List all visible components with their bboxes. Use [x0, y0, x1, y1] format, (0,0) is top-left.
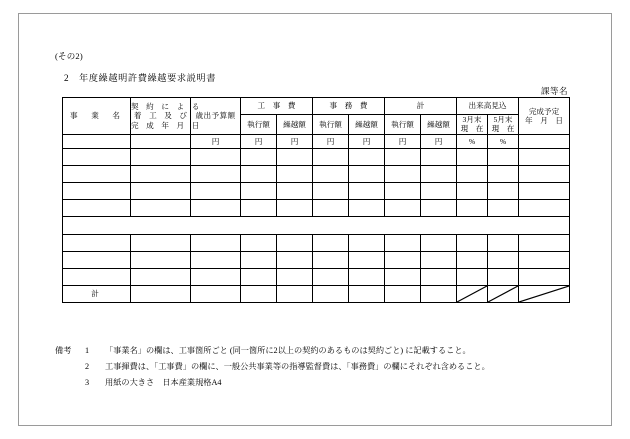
table-row[interactable]	[63, 165, 570, 182]
header-progress-estimate: 出来高見込	[457, 98, 519, 115]
cell-office-carryover[interactable]	[349, 251, 385, 268]
cell-plan[interactable]	[519, 199, 570, 216]
cell-contract[interactable]	[131, 148, 191, 165]
cell-office-execution[interactable]	[313, 199, 349, 216]
cell-office-execution[interactable]	[313, 234, 349, 251]
cell-budget[interactable]	[191, 182, 241, 199]
unit-march-end: %	[457, 134, 488, 148]
header-completion-plan-title: 完成予定	[528, 106, 560, 116]
cell-office-carryover[interactable]	[349, 148, 385, 165]
table-row[interactable]	[63, 199, 570, 216]
cell-construction-execution[interactable]	[241, 165, 277, 182]
cell-march-end[interactable]	[457, 165, 488, 182]
cell-budget[interactable]	[191, 148, 241, 165]
remarks-section	[55, 343, 490, 391]
cell-contract[interactable]	[131, 182, 191, 199]
cell-construction-carryover[interactable]	[277, 199, 313, 216]
header-may-end	[488, 115, 519, 135]
cell-march-end[interactable]	[457, 234, 488, 251]
header-contract-dates	[131, 98, 200, 135]
cell-plan[interactable]	[519, 251, 570, 268]
unit-may-end: %	[488, 134, 519, 148]
unit-office-execution: 円	[313, 134, 349, 148]
remarks-item-text: 用紙の大きさ 日本産業規格A4	[105, 377, 222, 387]
cell-construction-execution[interactable]	[241, 234, 277, 251]
header-may-end-line1: 5月末	[493, 115, 513, 124]
cell-march-end[interactable]	[457, 268, 488, 285]
unit-construction-execution: 円	[241, 134, 277, 148]
cell-office-execution[interactable]	[313, 165, 349, 182]
header-march-end	[457, 115, 488, 135]
table-header-group-row	[63, 98, 570, 115]
cell-construction-execution[interactable]	[241, 148, 277, 165]
cell-may-end[interactable]	[488, 182, 519, 199]
header-contract-line1: 契 約 に よ る	[131, 101, 200, 111]
cell-may-end[interactable]	[488, 268, 519, 285]
header-construction-cost: 工 事 費	[241, 98, 313, 115]
cell-construction-carryover[interactable]	[277, 165, 313, 182]
cell-construction-carryover[interactable]	[277, 268, 313, 285]
cell-office-execution[interactable]	[313, 182, 349, 199]
cell-construction-execution[interactable]	[241, 199, 277, 216]
form-number-note: (その2)	[55, 51, 83, 61]
cell-business-name[interactable]	[63, 182, 131, 199]
header-total-execution: 執行額	[385, 115, 421, 135]
total-march-end-struck	[457, 285, 488, 302]
cell-office-execution[interactable]	[313, 268, 349, 285]
remarks-item-number: 1	[85, 346, 90, 355]
table-row[interactable]	[63, 268, 570, 285]
header-construction-carryover: 繰越額	[277, 115, 313, 135]
header-business-name: 事 業 名	[63, 98, 131, 135]
cell-budget[interactable]	[191, 165, 241, 182]
cell-budget[interactable]	[191, 234, 241, 251]
cell-construction-carryover[interactable]	[277, 234, 313, 251]
cell-total-execution[interactable]	[385, 165, 421, 182]
cell-budget[interactable]	[191, 268, 241, 285]
cell-total-execution[interactable]	[385, 234, 421, 251]
cell-contract[interactable]	[131, 251, 191, 268]
total-total-execution[interactable]	[385, 285, 421, 302]
carryover-request-table	[62, 97, 570, 303]
cell-march-end[interactable]	[457, 182, 488, 199]
table-row[interactable]	[63, 182, 570, 199]
header-may-end-line2: 現 在	[491, 124, 515, 134]
cell-construction-execution[interactable]	[241, 268, 277, 285]
unit-plan	[519, 134, 570, 148]
cell-contract[interactable]	[131, 165, 191, 182]
section-gap-cell	[63, 216, 570, 234]
cell-budget[interactable]	[191, 199, 241, 216]
cell-office-execution[interactable]	[313, 251, 349, 268]
total-office-execution[interactable]	[313, 285, 349, 302]
diagonal-strike-icon	[519, 286, 569, 302]
remarks-label: 備考	[55, 346, 72, 355]
table-section-gap	[63, 216, 570, 234]
remarks-item	[55, 375, 490, 391]
cell-contract[interactable]	[131, 234, 191, 251]
header-budget-amount: 歳出予算額	[191, 98, 241, 135]
unit-budget: 円	[191, 134, 241, 148]
cell-contract[interactable]	[131, 268, 191, 285]
table-row[interactable]	[63, 148, 570, 165]
cell-march-end[interactable]	[457, 199, 488, 216]
page-title: 2 年度繰越明許費繰越要求説明書	[64, 73, 217, 83]
header-total-carryover: 繰越額	[421, 115, 457, 135]
cell-business-name[interactable]	[63, 199, 131, 216]
cell-construction-execution[interactable]	[241, 251, 277, 268]
unit-business-name	[63, 134, 131, 148]
header-contract-line2: 着 工 及 び	[133, 111, 188, 121]
total-office-carryover[interactable]	[349, 285, 385, 302]
cell-total-execution[interactable]	[385, 182, 421, 199]
cell-office-carryover[interactable]	[349, 165, 385, 182]
header-completion-plan	[519, 98, 570, 135]
cell-budget[interactable]	[191, 251, 241, 268]
cell-office-carryover[interactable]	[349, 199, 385, 216]
cell-plan[interactable]	[519, 182, 570, 199]
unit-construction-carryover: 円	[277, 134, 313, 148]
cell-total-execution[interactable]	[385, 268, 421, 285]
unit-contract	[131, 134, 191, 148]
header-office-execution: 執行額	[313, 115, 349, 135]
cell-total-carryover[interactable]	[421, 182, 457, 199]
department-name-label: 課等名	[540, 86, 568, 96]
unit-total-execution: 円	[385, 134, 421, 148]
total-contract[interactable]	[131, 285, 191, 302]
total-construction-carryover[interactable]	[277, 285, 313, 302]
header-construction-execution: 執行額	[241, 115, 277, 135]
cell-business-name[interactable]	[63, 268, 131, 285]
total-construction-execution[interactable]	[241, 285, 277, 302]
table-row[interactable]	[63, 234, 570, 251]
header-office-carryover: 繰越額	[349, 115, 385, 135]
remarks-item	[55, 343, 490, 359]
cell-office-carryover[interactable]	[349, 234, 385, 251]
cell-business-name[interactable]	[63, 251, 131, 268]
remarks-item-text: 工事揮費は、「工事費」の欄に、一般公共事業等の指導監督費は、「事務費」の欄にそれぞれ含めること。	[105, 361, 490, 371]
header-contract-line3: 完 成 年 月 日	[131, 120, 200, 130]
cell-march-end[interactable]	[457, 148, 488, 165]
cell-total-carryover[interactable]	[421, 268, 457, 285]
cell-construction-carryover[interactable]	[277, 148, 313, 165]
remarks-item-number: 3	[85, 377, 90, 387]
cell-construction-carryover[interactable]	[277, 251, 313, 268]
total-total-carryover[interactable]	[421, 285, 457, 302]
cell-may-end[interactable]	[488, 165, 519, 182]
cell-office-carryover[interactable]	[349, 268, 385, 285]
cell-plan[interactable]	[519, 234, 570, 251]
cell-office-carryover[interactable]	[349, 182, 385, 199]
cell-construction-execution[interactable]	[241, 182, 277, 199]
total-budget[interactable]	[191, 285, 241, 302]
remarks-item	[55, 359, 490, 375]
cell-business-name[interactable]	[63, 234, 131, 251]
cell-may-end[interactable]	[488, 148, 519, 165]
cell-may-end[interactable]	[488, 199, 519, 216]
cell-total-carryover[interactable]	[421, 148, 457, 165]
cell-total-carryover[interactable]	[421, 234, 457, 251]
header-total: 計	[385, 98, 457, 115]
cell-total-execution[interactable]	[385, 199, 421, 216]
table-total-row[interactable]	[63, 285, 570, 302]
cell-total-carryover[interactable]	[421, 251, 457, 268]
cell-total-execution[interactable]	[385, 148, 421, 165]
cell-business-name[interactable]	[63, 148, 131, 165]
total-row-label: 計	[63, 285, 131, 302]
header-completion-plan-date: 年 月 日	[525, 115, 563, 125]
diagonal-strike-icon	[457, 286, 487, 302]
cell-march-end[interactable]	[457, 251, 488, 268]
cell-total-carryover[interactable]	[421, 165, 457, 182]
cell-total-execution[interactable]	[385, 251, 421, 268]
total-plan-struck	[519, 285, 570, 302]
cell-contract[interactable]	[131, 199, 191, 216]
cell-construction-carryover[interactable]	[277, 182, 313, 199]
cell-may-end[interactable]	[488, 251, 519, 268]
header-office-cost: 事 務 費	[313, 98, 385, 115]
remarks-item-number: 2	[85, 361, 90, 371]
diagonal-strike-icon	[488, 286, 518, 302]
remarks-item-text: 「事業名」の欄は、工事箇所ごと (同一箇所に2以上の契約のあるものは契約ごと) に記載すること。	[105, 346, 471, 355]
table-row[interactable]	[63, 251, 570, 268]
cell-office-execution[interactable]	[313, 148, 349, 165]
cell-may-end[interactable]	[488, 234, 519, 251]
cell-plan[interactable]	[519, 268, 570, 285]
table-unit-row	[63, 134, 570, 148]
cell-total-carryover[interactable]	[421, 199, 457, 216]
unit-office-carryover: 円	[349, 134, 385, 148]
cell-business-name[interactable]	[63, 165, 131, 182]
unit-total-carryover: 円	[421, 134, 457, 148]
cell-plan[interactable]	[519, 148, 570, 165]
header-march-end-line1: 3月末	[462, 115, 482, 124]
total-may-end-struck	[488, 285, 519, 302]
header-march-end-line2: 現 在	[460, 124, 484, 134]
cell-plan[interactable]	[519, 165, 570, 182]
